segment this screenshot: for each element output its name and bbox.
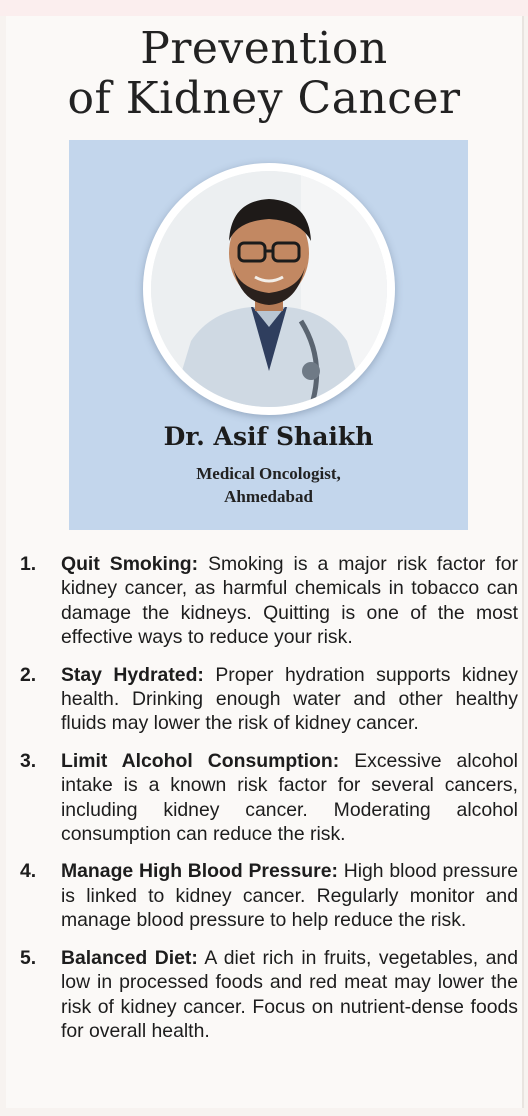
- tip-number: 3.: [20, 749, 37, 772]
- doctor-role-line-2: Ahmedabad: [224, 487, 313, 506]
- tip-text: Proper hydration supports kidney health. Drinking enough water and other healthy fluids may lower the risk of kidney cancer.: [61, 663, 518, 735]
- top-strip: [0, 0, 528, 16]
- article-title: [0, 24, 528, 124]
- doctor-role-line-1: Medical Oncologist,: [196, 464, 341, 483]
- tip-number: 1.: [20, 553, 37, 575]
- title-line-1: Prevention: [140, 23, 388, 74]
- tip-item: [20, 859, 518, 932]
- tip-item: [20, 946, 518, 1044]
- doctor-name: Dr. Asif Shaikh: [163, 422, 374, 451]
- tip-text: High blood pressure is linked to kidney cancer. Regularly monitor and manage blood pressure to help reduce the risk.: [61, 860, 518, 932]
- tip-heading: Limit Alcohol Consumption:: [61, 749, 340, 772]
- tip-number: 5.: [20, 946, 37, 969]
- tip-item: [20, 749, 518, 847]
- tip-text: A diet rich in fruits, vegetables, and low in processed foods and red meat may lower the risk of kidney cancer. Focus on nutrient-dense foods for overall health.: [61, 946, 518, 1042]
- prevention-tips-list: [20, 552, 518, 1056]
- tip-number: 2.: [20, 663, 37, 686]
- photo-frame: [143, 163, 395, 415]
- tip-heading: Balanced Diet:: [61, 946, 198, 969]
- tip-text: Smoking is a major risk factor for kidney cancer, as harmful chemicals in tobacco can damage the kidneys. Quitting is one of the most effective ways to reduce your risk.: [61, 553, 518, 649]
- tip-heading: Quit Smoking:: [61, 553, 199, 575]
- tip-heading: Stay Hydrated:: [61, 663, 204, 686]
- title-line-2: of Kidney Cancer: [67, 73, 461, 124]
- doctor-profile: [69, 140, 468, 530]
- tip-item: [20, 663, 518, 736]
- doctor-photo: [151, 171, 387, 407]
- tip-text: Excessive alcohol intake is a known risk factor for several cancers, including kidney cancer. Moderating alcohol consumption can reduce the risk.: [61, 749, 518, 846]
- tip-number: 4.: [20, 860, 37, 883]
- tip-heading: Manage High Blood Pressure:: [61, 860, 338, 883]
- doctor-role: [69, 462, 468, 508]
- tip-item: [20, 552, 518, 650]
